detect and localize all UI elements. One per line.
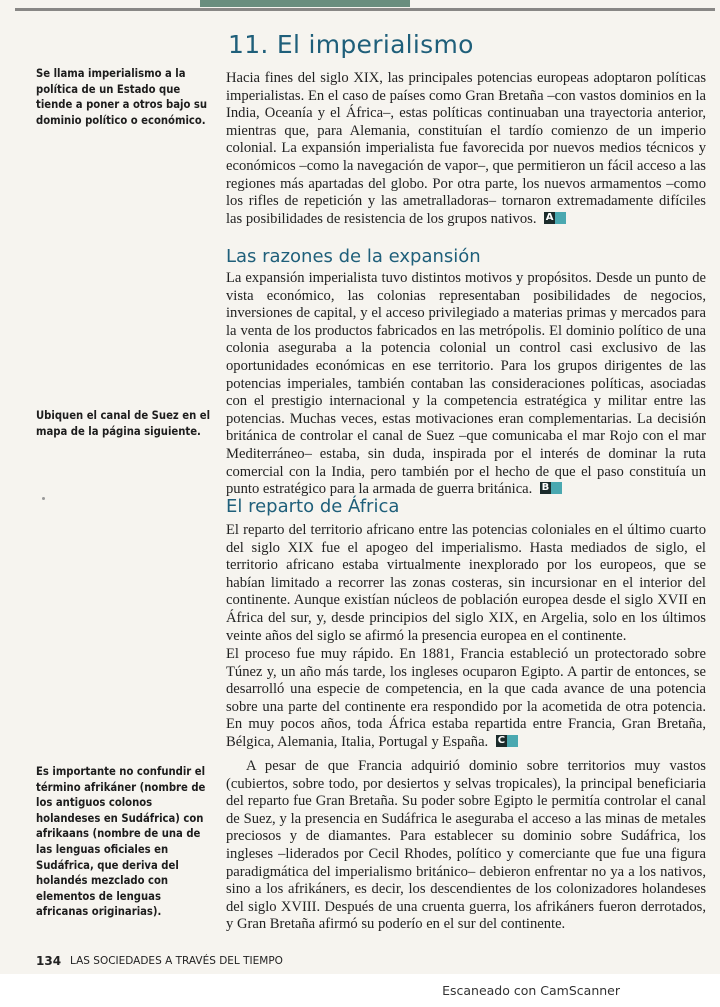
badge-letter: B bbox=[541, 482, 550, 494]
margin-speck bbox=[42, 497, 45, 500]
reasons-paragraph bbox=[226, 270, 706, 499]
scanner-watermark: Escaneado con CamScanner bbox=[442, 983, 620, 998]
top-rule bbox=[15, 8, 715, 11]
side-note-definition: Se llama imperialismo a la política de un Estado que tiende a poner a otros bajo su dominio político o económico. bbox=[36, 67, 208, 127]
reasons-text: La expansión imperialista tuvo distintos motivos y propósitos. Desde un punto de vista económico, las colonias representaban posibilidades de negocios, inversiones de capital, y el acceso privilegiado a materias primas y mercados para la venta de los productos fabricados en las metrópolis. El dominio político de una colonia aseguraba a la potencia colonial un control casi exclusivo de las oportunidades económicas en ese territorio. Para los grupos dirigentes de las potencias imperiales, también contaban las consideraciones políticas, asociadas con el prestigio internacional y la competencia estratégica y militar entre las potencias. Muchas veces, estas motivaciones eran complementarias. La decisión británica de controlar el canal de Suez –que comunicaba el mar Rojo con el mar Mediterráneo– estaba, sin duda, inspirada por el interés de dominar la ruta comercial con la India, pero también por el hecho de que el paso constituía un punto estratégico para la armada de guerra británica. bbox=[226, 270, 706, 498]
chapter-title: 11. El imperialismo bbox=[228, 30, 474, 59]
badge-letter: A bbox=[545, 211, 554, 223]
africa-paragraph-1: El reparto del territorio africano entre las potencias coloniales en el último cuarto del siglo XIX fue el apogeo del imperialismo. Hasta mediados de siglo, el territorio africano estaba virtualmente inexplorado por los europeos, que se habían limitado a recorrer las zonas costeras, sin incursionar en el interior del continente. Aunque existían núcleos de población europea desde el siglo XVII en África del sur, y, desde principios del siglo XIX, en Argelia, solo en los últimos veinte años del siglo se afirmó la presencia europea en el continente. bbox=[226, 522, 706, 644]
africa-paragraph-2 bbox=[226, 646, 706, 752]
activity-badge-b[interactable] bbox=[540, 482, 562, 494]
activity-badge-a[interactable] bbox=[544, 212, 566, 224]
top-color-strip bbox=[200, 0, 410, 7]
book-title-footer: LAS SOCIEDADES A TRAVÉS DEL TIEMPO bbox=[70, 955, 283, 967]
side-note-afrikaner: Es importante no confundir el término afrikáner (nombre de los antiguos colonos holandeses en Sudáfrica) con afrikaans (nombre de una de las lenguas oficiales en Sudáfrica, que deriva del holandés mezclado con elementos de lenguas africanas originarias). bbox=[36, 765, 206, 919]
africa-paragraph-3: A pesar de que Francia adquirió dominio sobre territorios muy vastos (cubiertos, sobre todo, por desiertos y selvas tropicales), la principal beneficiaria del reparto fue Gran Bretaña. Su poder sobre Egipto le permitía controlar el canal de Suez, y la presencia en Sudáfrica le aseguraba el acceso a las minas de metales preciosos y de diamantes. Para establecer su dominio sobre Sudáfrica, los ingleses –liderados por Cecil Rhodes, político y comerciante que fue una figura paradigmática del imperialismo británico– debieron enfrentar no ya a los nativos, sino a los afrikáners, es decir, los descendientes de los colonizadores holandeses del siglo XVIII. Después de una cruenta guerra, los afrikáners fueron derrotados, y Gran Bretaña afirmó su poderío en el sur del continente. bbox=[226, 758, 706, 933]
heading-reasons: Las razones de la expansión bbox=[226, 246, 481, 267]
page-number: 134 bbox=[36, 954, 62, 968]
intro-text: Hacia fines del siglo XIX, las principales potencias europeas adoptaron políticas imperialistas. En el caso de países como Gran Bretaña –con vastos dominios en la India, Oceanía y el África–, estas políticas continuaban una trayectoria anterior, mientras que, para Alemania, constituían el tardío comienzo de un imperio colonial. La expansión imperialista fue favorecida por nuevos medios técnicos y económicos –como la navegación de vapor–, que permitieron un fácil acceso a las regiones más apartadas del globo. Por otra parte, los nuevos armamentos –como los rifles de repetición y las ametralladoras– tornaron extremadamente difíciles las posibilidades de resistencia de los grupos nativos. bbox=[226, 70, 706, 227]
africa-paragraph-2-text: El proceso fue muy rápido. En 1881, Francia estableció un protectorado sobre Túnez y, un año más tarde, los ingleses ocuparon Egipto. A partir de entonces, se desarrolló una especie de competencia, en la que cada avance de una potencia sobre una parte del continente era respondido por la acometida de otra potencia. En muy pocos años, toda África estaba repartida entre Francia, Gran Bretaña, Bélgica, Alemania, Italia, Portugal y España. bbox=[226, 646, 706, 750]
heading-africa: El reparto de África bbox=[226, 496, 400, 517]
side-note-suez: Ubiquen el canal de Suez en el mapa de la página siguiente. bbox=[36, 409, 211, 438]
intro-paragraph bbox=[226, 70, 706, 228]
badge-letter: C bbox=[497, 734, 506, 746]
activity-badge-c[interactable] bbox=[496, 735, 518, 747]
